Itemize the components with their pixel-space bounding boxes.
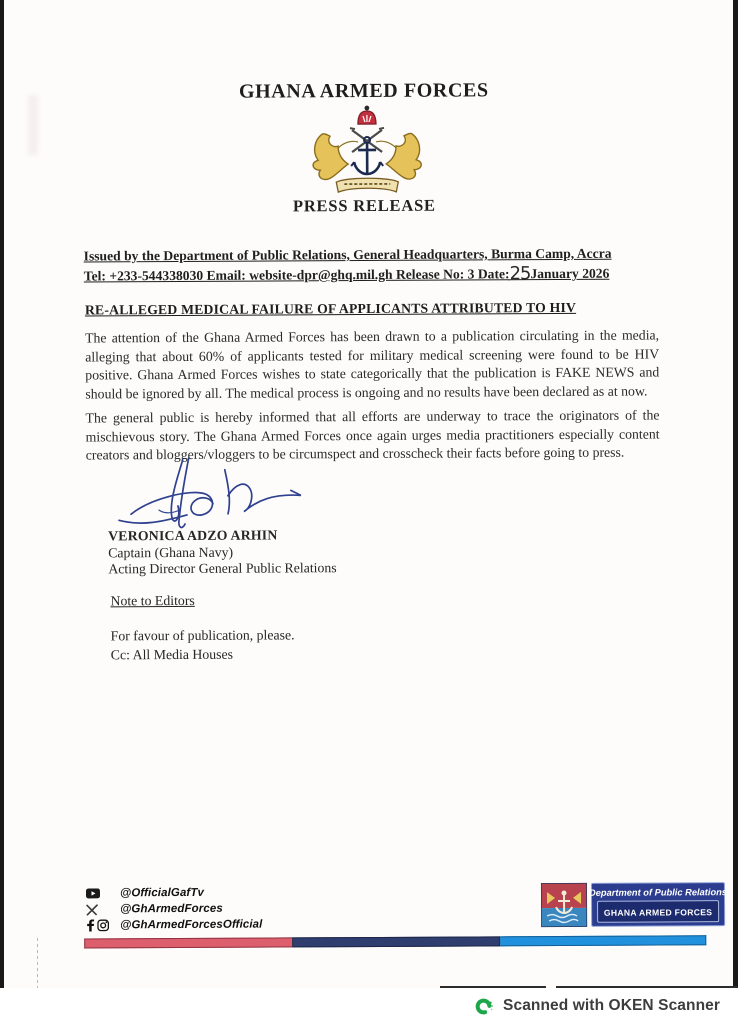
oken-scanner-bar [0,988,738,1024]
social-handles-block [86,885,263,934]
social-row-x [86,901,262,918]
note-line-2: Cc: All Media Houses [110,646,234,663]
document-title: GHANA ARMED FORCES [238,79,489,103]
oken-scanner-icon [475,997,494,1016]
bar-segment-blue [500,935,706,946]
issued-line-2-prefix: Tel: +233-544338030 Email: website-dpr@ghq.mil.gh Release No: 3 Date: [83,266,510,284]
department-name-box [588,882,727,927]
facebook-instagram-icons [86,919,113,931]
youtube-icon [86,888,113,898]
ghana-armed-forces-crest-icon [308,104,426,197]
handwritten-signature [103,455,318,536]
social-handle: @GhArmedForcesOfficial [120,918,263,932]
social-handle: @OfficialGafTv [119,886,205,900]
issued-line-2-suffix: January 2026 [530,265,610,282]
gaf-name-box [597,900,719,923]
issued-line-2 [84,262,660,285]
signatory-rank: Captain (Ghana Navy) [108,544,234,561]
handwritten-date: 25 [509,263,531,285]
x-icon [86,904,113,915]
signatory-role: Acting Director General Public Relations [108,560,337,577]
note-to-editors-heading: Note to Editors [110,592,195,609]
department-logo [541,882,725,927]
footer-tricolor-bar [84,935,706,948]
facebook-icon [86,919,94,931]
note-line-1: For favour of publication, please. [110,627,295,644]
gaf-emblem-icon [541,883,587,927]
signatory-name: VERONICA ADZO ARHIN [108,527,278,544]
department-name: Department of Public Relations [588,886,727,898]
issued-by-block [84,243,660,285]
issued-line-1: Issued by the Department of Public Relations, General Headquarters, Burma Camp, Accra [83,245,612,264]
bar-segment-red [84,937,292,948]
release-headline: RE-ALLEGED MEDICAL FAILURE OF APPLICANTS ATTRIBUTED TO HIV [84,299,577,318]
social-row-facebook-instagram [86,917,262,934]
social-row-youtube [86,885,262,902]
body-paragraph-1: The attention of the Ghana Armed Forces has been drawn to a publication circulating in the media, alleging that about 60% of applicants tested for military medical screening were found to be HIV positive. Ghana Armed Forces wishes to state categorically that the publication is FAKE NEWS and should be ignored by all. The medical process is ongoing and no results have been declared as at now. [85,327,660,402]
scan-artifact-line [37,938,38,992]
body-paragraph-2: The general public is hereby informed that all efforts are underway to trace the originators of the mischievous story. The Ghana Armed Forces once again urges media practitioners especially content creators and bloggers/vloggers to be circumspect and crosscheck their facts before going to press. [85,407,660,463]
gaf-name: GHANA ARMED FORCES [603,906,713,918]
press-release-heading: PRESS RELEASE [292,195,436,216]
social-handle: @GhArmedForces [120,902,223,916]
scanner-label: Scanned with OKEN Scanner [503,997,720,1014]
bar-segment-navy [292,936,500,947]
instagram-icon [97,919,109,931]
